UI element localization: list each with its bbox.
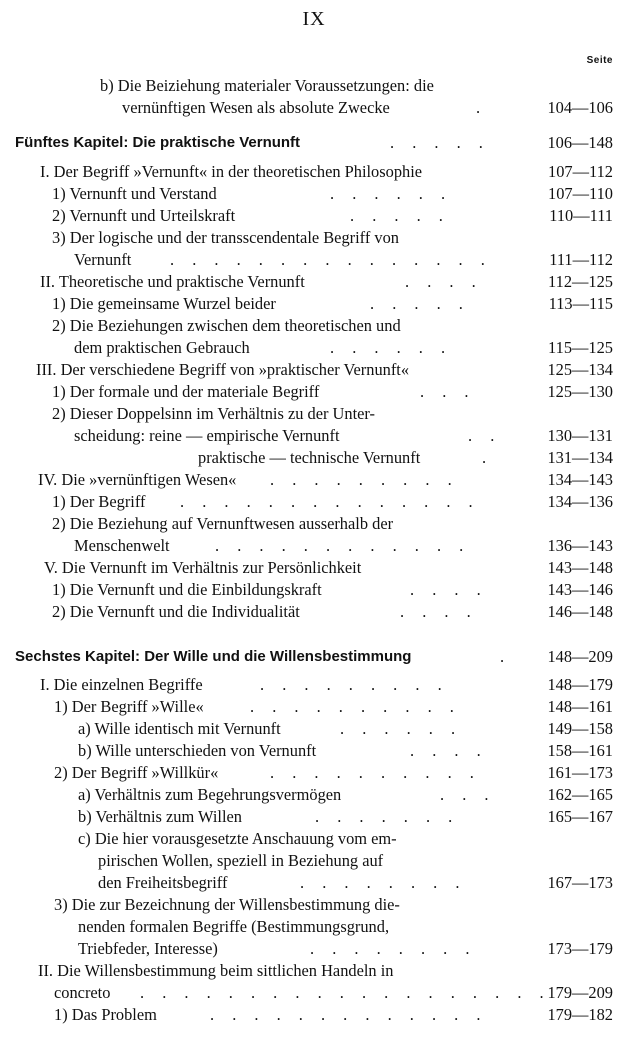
toc-entry bbox=[0, 447, 628, 469]
chapter-heading bbox=[0, 132, 628, 154]
toc-entry bbox=[0, 513, 628, 535]
toc-entry-text: 1) Die gemeinsame Wurzel beider bbox=[52, 294, 276, 313]
toc-entry-text: 3) Die zur Bezeichnung der Willensbestimmung die- bbox=[54, 895, 400, 914]
toc-entry bbox=[0, 359, 628, 381]
leader-dots: . . . . . . . bbox=[315, 807, 460, 826]
leader-dots: . . . . . . . . . bbox=[260, 675, 449, 694]
toc-page-range: 143—148 bbox=[547, 558, 613, 577]
toc-entry bbox=[0, 161, 628, 183]
toc-page-range: 165—167 bbox=[547, 807, 613, 826]
toc-entry bbox=[0, 674, 628, 696]
toc-entry-text: c) Die hier vorausgesetzte Anschauung vom em- bbox=[78, 829, 397, 848]
toc-entry-text: dem praktischen Gebrauch bbox=[74, 338, 250, 357]
leader-dots: . . . . bbox=[410, 580, 488, 599]
toc-page-range: 112—125 bbox=[548, 272, 613, 291]
toc-page-range: 115—125 bbox=[548, 338, 613, 357]
toc-entry-text: 1) Vernunft und Verstand bbox=[52, 184, 217, 203]
toc-entry bbox=[0, 535, 628, 557]
toc-entry bbox=[0, 293, 628, 315]
toc-entry bbox=[0, 97, 628, 119]
leader-dots: . . . . . . . . . bbox=[270, 470, 459, 489]
toc-entry bbox=[0, 337, 628, 359]
toc-page-range: 125—134 bbox=[547, 360, 613, 379]
toc-page-range: 179—209 bbox=[547, 983, 613, 1002]
toc-entry-text: 2) Dieser Doppelsinn im Verhältnis zu der Unter- bbox=[52, 404, 376, 423]
toc-page-range: 131—134 bbox=[547, 448, 613, 467]
toc-entry bbox=[0, 75, 628, 97]
leader-dots: . . bbox=[468, 426, 502, 445]
toc-entry bbox=[0, 579, 628, 601]
leader-dots: . . . . . . . . bbox=[310, 939, 477, 958]
chapter-heading bbox=[0, 646, 628, 668]
toc-entry-text: b) Die Beiziehung materialer Voraussetzungen: die bbox=[100, 76, 434, 95]
toc-entry-text: concreto bbox=[54, 983, 111, 1002]
toc-entry-text: a) Wille identisch mit Vernunft bbox=[78, 719, 281, 738]
toc-entry-text: V. Die Vernunft im Verhältnis zur Persönlichkeit bbox=[44, 558, 362, 577]
toc-entry-text: Menschenwelt bbox=[74, 536, 170, 555]
toc-page-range: 179—182 bbox=[547, 1005, 613, 1024]
leader-dots: . . . . . . . . . . . . . . . bbox=[170, 250, 492, 269]
toc-entry bbox=[0, 938, 628, 960]
chapter-title: Fünftes Kapitel: Die praktische Vernunft bbox=[15, 134, 301, 151]
toc-entry bbox=[0, 740, 628, 762]
toc-entry-text: Triebfeder, Interesse) bbox=[78, 939, 218, 958]
leader-dots: . . . . . . bbox=[340, 719, 463, 738]
toc-entry-text: a) Verhältnis zum Begehrungsvermögen bbox=[78, 785, 342, 804]
toc-entry-text: 3) Der logische und der transscendentale Begriff von bbox=[52, 228, 399, 247]
toc-page-range: 107—112 bbox=[548, 162, 613, 181]
leader-dots: . . . . . bbox=[370, 294, 470, 313]
toc-entry-text: Vernunft bbox=[74, 250, 132, 269]
toc-entry bbox=[0, 960, 628, 982]
toc-entry bbox=[0, 227, 628, 249]
toc-entry bbox=[0, 183, 628, 205]
toc-entry-text: praktische — technische Vernunft bbox=[198, 448, 421, 467]
toc-entry bbox=[0, 381, 628, 403]
toc-entry-text: b) Wille unterschieden von Vernunft bbox=[78, 741, 317, 760]
toc-entry bbox=[0, 696, 628, 718]
toc-entry bbox=[0, 425, 628, 447]
toc-page-range: 107—110 bbox=[548, 184, 613, 203]
leader-dots: . . . . . . . . . . bbox=[250, 697, 461, 716]
toc-page-range: 173—179 bbox=[547, 939, 613, 958]
toc-entry-text: den Freiheitsbegriff bbox=[98, 873, 228, 892]
toc-entry bbox=[0, 894, 628, 916]
leader-dots: . . . . . bbox=[350, 206, 450, 225]
toc-entry-text: 1) Der Begriff »Wille« bbox=[54, 697, 204, 716]
toc-page-range: 134—143 bbox=[547, 470, 613, 489]
seite-column-label: Seite bbox=[586, 55, 613, 66]
toc-entry bbox=[0, 271, 628, 293]
toc-page-range: 167—173 bbox=[547, 873, 613, 892]
toc-page-range: 148—209 bbox=[547, 647, 613, 666]
toc-entry bbox=[0, 916, 628, 938]
toc-entry-text: 2) Vernunft und Urteilskraft bbox=[52, 206, 236, 225]
toc-entry bbox=[0, 491, 628, 513]
leader-dots: . . . . . . . . . . . . . . bbox=[180, 492, 480, 511]
toc-entry-text: IV. Die »vernünftigen Wesen« bbox=[38, 470, 237, 489]
leader-dots: . . . . . bbox=[390, 133, 490, 152]
toc-page-range: 104—106 bbox=[547, 98, 613, 117]
toc-entry bbox=[0, 249, 628, 271]
toc-page-range: 162—165 bbox=[547, 785, 613, 804]
leader-dots: . . . . . . bbox=[330, 184, 453, 203]
leader-dots: . . . . bbox=[410, 741, 488, 760]
leader-dots: . . . . . . bbox=[330, 338, 453, 357]
leader-dots: . . . . . . . . . . . . . bbox=[210, 1005, 488, 1024]
toc-page-range: 149—158 bbox=[547, 719, 613, 738]
toc-page-range: 134—136 bbox=[547, 492, 613, 511]
toc-entry-text: 1) Das Problem bbox=[54, 1005, 157, 1024]
toc-entry bbox=[0, 850, 628, 872]
toc-entry bbox=[0, 718, 628, 740]
toc-entry-text: II. Theoretische und praktische Vernunft bbox=[40, 272, 305, 291]
toc-page-range: 110—111 bbox=[549, 206, 613, 225]
toc-entry-text: 2) Die Vernunft und die Individualität bbox=[52, 602, 300, 621]
leader-dots: . . . . . . . . . . . . . . . . . . . bbox=[140, 983, 551, 1002]
toc-entry bbox=[0, 315, 628, 337]
toc-entry bbox=[0, 403, 628, 425]
toc-entry bbox=[0, 557, 628, 579]
toc-entry bbox=[0, 601, 628, 623]
toc-entry-text: 1) Der Begriff bbox=[52, 492, 146, 511]
toc-entry-text: II. Die Willensbestimmung beim sittlichen Handeln in bbox=[38, 961, 394, 980]
leader-dots: . bbox=[476, 98, 488, 117]
toc-page-range: 161—173 bbox=[547, 763, 613, 782]
leader-dots: . . . bbox=[420, 382, 476, 401]
leader-dots: . . . . bbox=[400, 602, 478, 621]
toc-page-range: 113—115 bbox=[548, 294, 613, 313]
toc-entry-text: 2) Die Beziehung auf Vernunftwesen ausserhalb der bbox=[52, 514, 394, 533]
toc-page-range: 136—143 bbox=[547, 536, 613, 555]
toc-entry bbox=[0, 469, 628, 491]
toc-entry-text: I. Die einzelnen Begriffe bbox=[40, 675, 203, 694]
toc-page-range: 148—179 bbox=[547, 675, 613, 694]
toc-entry bbox=[0, 1004, 628, 1026]
leader-dots: . . . . . . . . . . bbox=[270, 763, 481, 782]
toc-entry bbox=[0, 828, 628, 850]
toc-entry-text: 1) Der formale und der materiale Begriff bbox=[52, 382, 320, 401]
toc-entry-text: pirischen Wollen, speziell in Beziehung auf bbox=[98, 851, 384, 870]
toc-page-range: 125—130 bbox=[547, 382, 613, 401]
toc-entry-text: 2) Der Begriff »Willkür« bbox=[54, 763, 219, 782]
toc-entry-text: I. Der Begriff »Vernunft« in der theoretischen Philosophie bbox=[40, 162, 423, 181]
toc-page-range: 106—148 bbox=[547, 133, 613, 152]
toc-entry-text: 2) Die Beziehungen zwischen dem theoretischen und bbox=[52, 316, 401, 335]
chapter-title: Sechstes Kapitel: Der Wille und die Willensbestimmung bbox=[15, 648, 412, 665]
toc-entry-text: III. Der verschiedene Begriff von »praktischer Vernunft« bbox=[36, 360, 410, 379]
toc-page-range: 130—131 bbox=[547, 426, 613, 445]
leader-dots: . . . . bbox=[405, 272, 483, 291]
toc-page-range: 143—146 bbox=[547, 580, 613, 599]
toc-entry-text: nenden formalen Begriffe (Bestimmungsgrund, bbox=[78, 917, 390, 936]
leader-dots: . . . . . . . . . . . . bbox=[215, 536, 471, 555]
toc-entry bbox=[0, 205, 628, 227]
toc-entry bbox=[0, 872, 628, 894]
toc-entry-text: b) Verhältnis zum Willen bbox=[78, 807, 242, 826]
toc-entry-text: 1) Die Vernunft und die Einbildungskraft bbox=[52, 580, 322, 599]
leader-dots: . bbox=[500, 647, 512, 666]
leader-dots: . . . . . . . . bbox=[300, 873, 467, 892]
leader-dots: . . . bbox=[440, 785, 496, 804]
leader-dots: . bbox=[482, 448, 494, 467]
toc-entry bbox=[0, 784, 628, 806]
toc-entry-text: scheidung: reine — empirische Vernunft bbox=[74, 426, 340, 445]
page-number: IX bbox=[302, 8, 326, 30]
toc-entry bbox=[0, 762, 628, 784]
toc-entry bbox=[0, 982, 628, 1004]
toc-page-range: 111—112 bbox=[549, 250, 613, 269]
toc-page-range: 158—161 bbox=[547, 741, 613, 760]
toc-page-range: 148—161 bbox=[547, 697, 613, 716]
toc-entry bbox=[0, 806, 628, 828]
toc-page-range: 146—148 bbox=[547, 602, 613, 621]
toc-entry-text: vernünftigen Wesen als absolute Zwecke bbox=[122, 98, 390, 117]
